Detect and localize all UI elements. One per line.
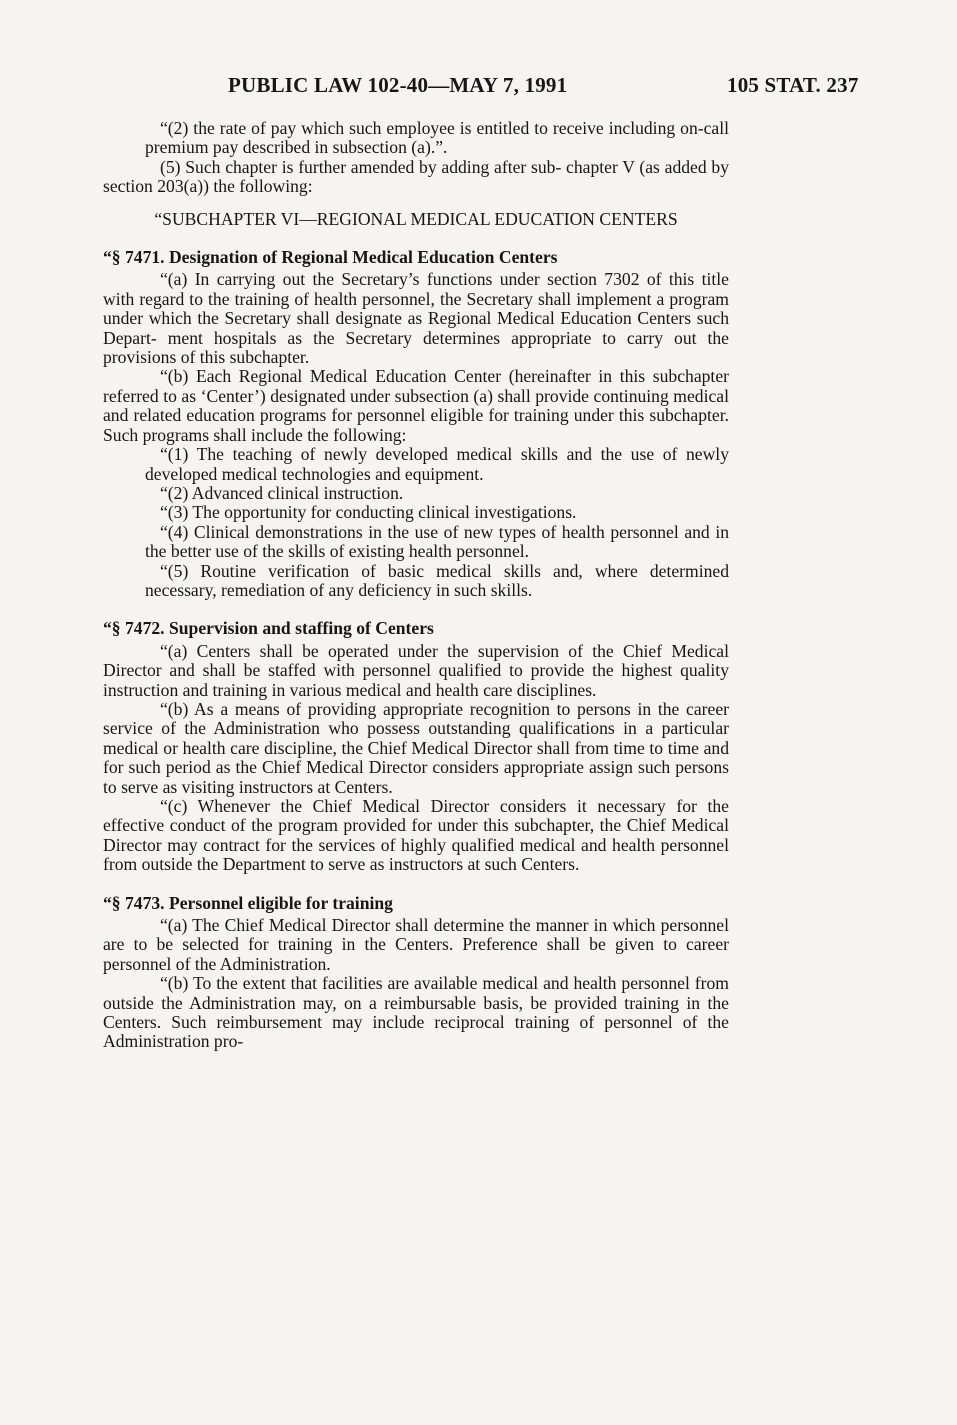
statute-page-reference: 105 STAT. 237 [727, 73, 859, 97]
document-body [103, 119, 729, 1052]
section-7471-paragraph-a: “(a) In carrying out the Secretary’s functions under section 7302 of this title with regard to the training of health personnel, the Secretary shall implement a program under which the Secretary shall designate as Regional Medical Education Centers such Depart- ment hospitals as the Secretary determines appropriate to carry out the provisions of this subchapter. [103, 269, 729, 368]
section-7471-item-4: “(4) Clinical demonstrations in the use of new types of health personnel and in the better use of the skills of existing health personnel. [145, 521, 729, 562]
section-7471-paragraph-b: “(b) Each Regional Medical Education Center (hereinafter in this subchapter referred to as ‘Center’) designated under subsection (a) shall provide continuing medical and related education programs for personnel eligible for training under this subchapter. Such programs shall include the following: [103, 366, 729, 445]
amendment-paragraph-5: (5) Such chapter is further amended by adding after sub- chapter V (as added by section 203(a)) the following: [103, 156, 729, 197]
section-7471-item-1: “(1) The teaching of newly developed medical skills and the use of newly developed medical technologies and equipment. [145, 444, 729, 484]
page-header [0, 73, 957, 101]
amendment-item-2: “(2) the rate of pay which such employee is entitled to receive including on-call premium pay described in subsection (a).”. [145, 118, 729, 158]
subchapter-title: “SUBCHAPTER VI—REGIONAL MEDICAL EDUCATION CENTERS [154, 208, 678, 229]
section-7472-paragraph-c: “(c) Whenever the Chief Medical Director considers it necessary for the effective conduct of the program provided for under this subchapter, the Chief Medical Director may contract for the services of highly qualified medical and health personnel from outside the Department to serve as instructors at such Centers. [103, 796, 729, 875]
section-heading-7472: “§ 7472. Supervision and staffing of Centers [103, 618, 434, 639]
section-heading-7473: “§ 7473. Personnel eligible for training [103, 892, 393, 913]
section-7473-paragraph-b: “(b) To the extent that facilities are available medical and health personnel from outside the Administration may, on a reimbursable basis, be provided training in the Centers. Such reimbursement may include reciprocal training of personnel of the Administration pro- [103, 973, 729, 1052]
section-7472-paragraph-b: “(b) As a means of providing appropriate recognition to persons in the career service of the Administration who possess outstanding qualifications in a particular medical or health care discipline, the Chief Medical Director shall from time to time and for such period as the Chief Medical Director considers appropriate assign such persons to serve as visiting instructors at Centers. [103, 698, 729, 797]
section-7472-paragraph-a: “(a) Centers shall be operated under the supervision of the Chief Medical Director and shall be staffed with personnel qualified to provide the highest quality instruction and training in various medical and health care disciplines. [103, 640, 729, 700]
section-heading-7471: “§ 7471. Designation of Regional Medical Education Centers [103, 247, 558, 268]
section-7471-item-3: “(3) The opportunity for conducting clinical investigations. [160, 502, 577, 523]
running-title: PUBLIC LAW 102-40—MAY 7, 1991 [228, 73, 568, 97]
section-7471-item-2: “(2) Advanced clinical instruction. [160, 482, 404, 503]
section-7471-item-5: “(5) Routine verification of basic medical skills and, where determined necessary, remediation of any deficiency in such skills. [145, 560, 729, 600]
section-7473-paragraph-a: “(a) The Chief Medical Director shall determine the manner in which personnel are to be selected for training in the Centers. Preference shall be given to career personnel of the Administration. [103, 915, 729, 974]
